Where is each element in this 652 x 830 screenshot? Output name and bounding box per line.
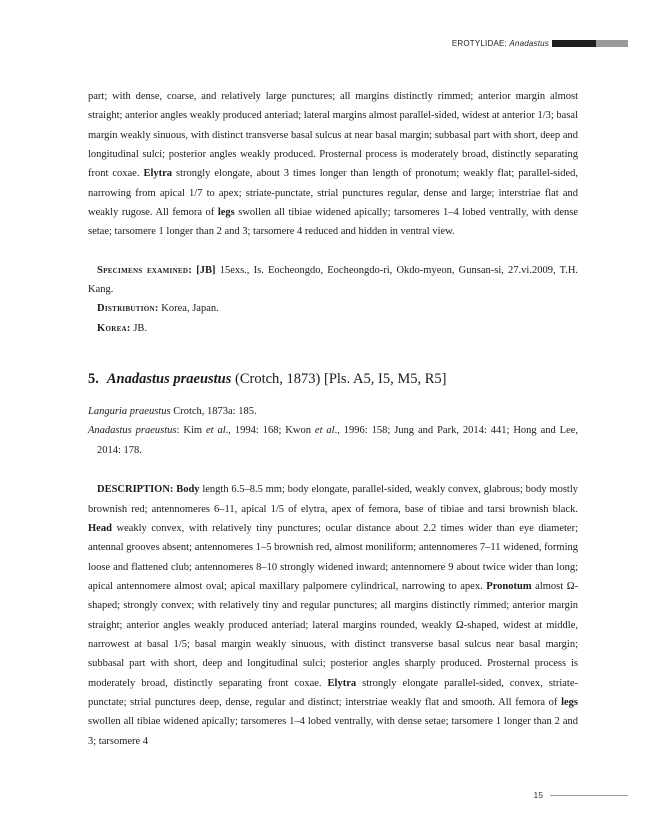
para1-text-2: strongly elongate, about 3 times longer than length of pronotum; weakly flat; parallel-sided, narrowing from apical 1/7 to apex; striate-punctate, strial punctures regular, dense and large; interstriae flat and weakly rugose. All femora of: [88, 168, 579, 219]
description-text-5: swollen all tibiae widened apically; tarsomeres 1–4 lobed ventrally, with dense setae; tarsomere 1 longer than 2 and 3; tarsomere 4: [88, 716, 578, 747]
para1-text-1: part; with dense, coarse, and relatively large punctures; all margins distinctly rimmed; anterior margin almost straight; anterior angles weakly produced anteriad; lateral margins almost parallel-sided, widest at anterior 1/3; basal margin weakly sinuous, with distinct transverse basal sulcus at near basal margin; subbasal part with short, deep and longitudinal sulci; posterior angles weakly produced. Prosternal process is moderately broad, distinctly separating front coxae.: [88, 91, 578, 180]
description-body-term: Body: [176, 484, 200, 496]
species-name: Anadastus praeustus: [106, 371, 232, 388]
continued-description-paragraph: [88, 87, 578, 242]
description-text-3: almost Ω-shaped; strongly convex; with relatively tiny and regular punctures; all margins distinctly rimmed; anterior margin straight; anterior angles weakly produced anteriad; lateral margins rounded, weakly Ω-shaped, widest at middle, narrowest at basal 1/5; basal margin weakly sinuous, with distinct transverse basal sulcus near basal margin; subbasal part with short, deep and longitudinal sulci; posterior angles sharply produced. Prosternal process is moderately broad, distinctly separating front coxae.: [88, 580, 579, 689]
distribution-text: Korea, Japan.: [161, 303, 219, 315]
synonym-2-citation-c: ., 1996: 158; Jung and Park, 2014: 441; Hong and Lee, 2014: 178.: [97, 425, 579, 456]
description-text-4: strongly elongate parallel-sided, convex, striate-punctate; strial punctures deep, dense, regular and distinct; interstriae weakly flat and smooth. All femora of: [88, 677, 579, 708]
synonym-2-citation-a: : Kim: [176, 425, 203, 437]
description-head-term: Head: [88, 522, 112, 534]
synonym-2-etal-1: et al: [205, 425, 226, 437]
running-head-bar: [552, 40, 628, 47]
synonym-2-name: Anadastus praeustus: [88, 425, 177, 437]
korea-text: JB.: [133, 322, 148, 334]
korea-label: Korea:: [97, 322, 131, 334]
synonym-2-etal-2: et al: [314, 425, 335, 437]
specimens-examined: [88, 261, 578, 300]
synonymy-entry-1: [88, 402, 578, 421]
footer-rule: [550, 795, 628, 796]
description-paragraph: [88, 480, 578, 751]
distribution: [88, 299, 578, 318]
description-text-1: length 6.5–8.5 mm; body elongate, parallel-sided, weakly convex, glabrous; body mostly brownish red; antennomeres 6–11, apical 1/5 of elytra, apex of femora, base of tibiae and tarsi brownish black.: [88, 484, 579, 515]
species-author-plates: (Crotch, 1873) [Pls. A5, I5, M5, R5]: [235, 371, 447, 388]
description-elytra-term: Elytra: [327, 677, 357, 689]
running-head-bar-light: [596, 40, 628, 47]
synonymy-entry-2: [88, 421, 578, 460]
running-head-family: EROTYLIDAE:: [451, 38, 507, 48]
specimens-code: [JB]: [196, 264, 216, 276]
synonym-1-citation: Crotch, 1873a: 185.: [173, 406, 257, 418]
page-footer: [534, 790, 628, 800]
species-number: 5.: [88, 371, 99, 388]
para1-legs-term: legs: [217, 207, 235, 219]
synonym-2-citation-b: ., 1994: 168; Kwon: [225, 425, 311, 437]
description-legs-term: legs: [561, 696, 578, 708]
distribution-label: Distribution:: [97, 303, 159, 315]
running-head-bar-dark: [552, 40, 596, 47]
running-head-genus: Anadastus: [509, 38, 549, 48]
para1-elytra-term: Elytra: [143, 168, 173, 180]
description-pronotum-term: Pronotum: [486, 580, 532, 592]
main-text: [88, 87, 578, 751]
running-head: [452, 37, 628, 49]
synonym-1-name: Languria praeustus: [88, 406, 171, 418]
para1-text-3: swollen all tibiae widened apically; tarsomeres 1–4 lobed ventrally, with dense setae; tarsomere 1 longer than 2 and 3; tarsomere 4 reduced and hidden in ventral view.: [88, 207, 578, 238]
korea-distribution: [88, 319, 578, 338]
page-number: 15: [533, 790, 543, 800]
description-label: DESCRIPTION:: [97, 484, 174, 496]
species-heading: [88, 368, 578, 390]
description-text-2: weakly convex, with relatively tiny punctures; ocular distance about 2.2 times wider than eye diameter; antennal grooves absent; antennomeres 1–5 brownish red, almost moniliform; antennomeres 7–11 widened, forming loose and flattened club; antennomeres 8–10 strongly widened inward; antennomere 9 about twice wider than long; apical antennomere almost oval; apical maxillary palpomere cylindrical, narrowing to apex.: [88, 522, 578, 592]
specimens-text: 15exs., Is. Eocheongdo, Eocheongdo-ri, Okdo-myeon, Gunsan-si, 27.vi.2009, T.H. Kang.: [88, 264, 579, 296]
specimens-label: Specimens examined:: [97, 264, 193, 276]
